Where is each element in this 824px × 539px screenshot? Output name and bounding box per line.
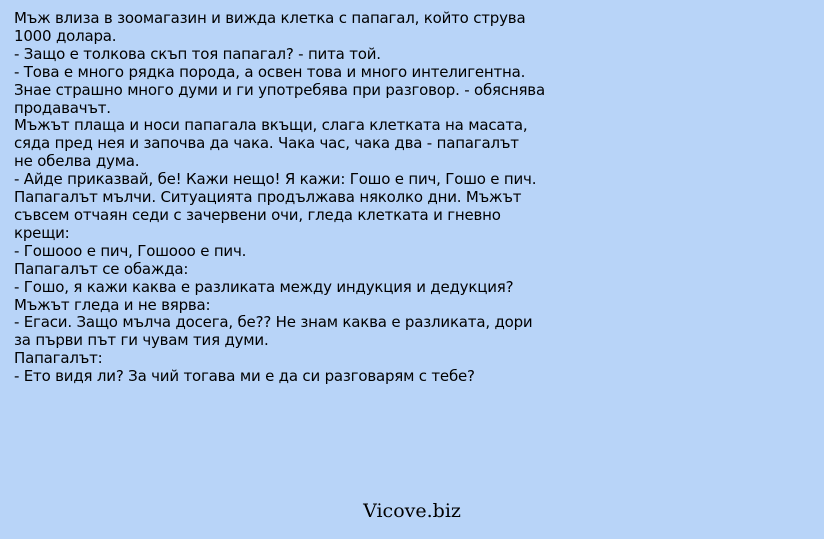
joke-line: - Това е много рядка порода, а освен това и много интелигентна. [14,62,526,81]
joke-line: - Егаси. Защо мълча досега, бе?? Не знам каква е разликата, дори [14,313,533,332]
joke-line: крещи: [14,223,70,242]
joke-line: съвсем отчаян седи с зачервени очи, гледа клетката и гневно [14,205,501,224]
joke-line: Мъжът гледа и не вярва: [14,295,211,314]
joke-line: Папагалът се обажда: [14,259,189,278]
joke-line: 1000 долара. [14,26,117,45]
joke-line: за първи път ги чувам тия думи. [14,331,269,350]
joke-line: Папагалът мълчи. Ситуацията продължава няколко дни. Мъжът [14,188,522,207]
joke-line: Папагалът: [14,349,103,368]
joke-line: Мъж влиза в зоомагазин и вижда клетка с папагал, който струва [14,9,526,27]
joke-line: - Ето видя ли? За чий тогава ми е да си разговарям с тебе? [14,367,475,386]
joke-line: сяда пред нея и започва да чака. Чака час, чака два - папагалът [14,134,519,153]
joke-line: Мъжът плаща и носи папагала вкъщи, слага клетката на масата, [14,116,528,135]
joke-line: не обелва дума. [14,152,140,171]
joke-line: - Гошооо е пич, Гошооо е пич. [14,241,247,260]
joke-line: - Гошо, я кажи каква е разликата между индукция и дедукция? [14,277,514,296]
joke-line: Знае страшно много думи и ги употребява при разговор. - обяснява [14,80,545,99]
site-watermark: Vicove.biz [363,500,461,522]
joke-line: - Защо е толкова скъп тоя папагал? - пита той. [14,44,381,63]
joke-line: - Айде приказвай, бе! Кажи нещо! Я кажи: Гошо е пич, Гошо е пич. [14,170,537,189]
joke-text [14,10,604,386]
joke-line: продавачът. [14,98,111,117]
